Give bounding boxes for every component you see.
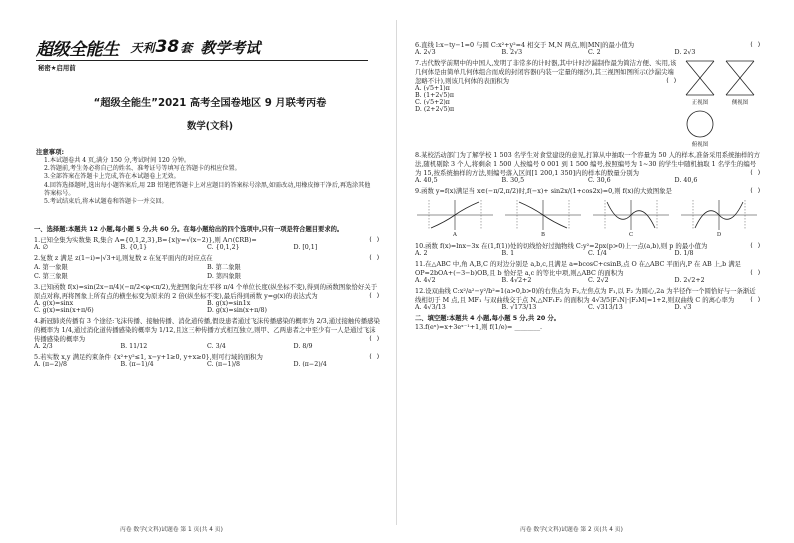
option-b: B. 第二象限: [207, 264, 241, 271]
option-d: D. 1/8: [674, 250, 694, 257]
question-stem: 1.已知全集为实数集 R,集合 A={0,1,2,3},B={x|y=√(x−2)},则 A∩(∁RB)=: [34, 236, 257, 244]
option-a: A. 4√3/13: [415, 304, 446, 311]
option-b: B. 2√3: [501, 49, 523, 56]
brand-sub: 教学考试: [200, 38, 261, 57]
notice-block: [36, 147, 376, 206]
question-stem: 10.函数 f(x)=lnx−3x 在(1,f(1))处的切线恰好过抛物线 C:y²=2px(p>0)上一点(a,b),则 p 的最小值为: [415, 242, 708, 250]
option-c: C. {0,1,2}: [207, 244, 240, 251]
option-c: C. 1/4: [588, 250, 607, 257]
question-3: [34, 282, 380, 314]
question-12: [415, 286, 761, 311]
option-b: B. g(x)=sin1x: [207, 300, 251, 307]
option-d: D. 40,6: [674, 177, 698, 184]
question-stem: 2.复数 z 满足 z(1−i)=|√3+i|,则复数 z 在复平面内的对应点在: [34, 254, 213, 262]
front-view-label: 正视图: [691, 100, 709, 106]
option-c: C. 3/4: [207, 343, 226, 350]
notice-item: 1.本试题卷共 4 页,满分 150 分,考试时间 120 分钟。: [44, 157, 190, 164]
option-d: D. g(x)=sin(x+π/8): [207, 307, 267, 314]
question-stem: 13.f(eˣ)=x+3eˣ⁻¹+1,则 f(1/e)=: [415, 323, 513, 331]
question-stem: 8.某校活动部门为了解学校 1 503 名学生对食堂建设的意见,打算从中抽取一个容量为 50 人的样本,准备采用系统抽样的方法,随机剔除 3 个人,将剩余 1 500 人按编号 0 001 到 1 500 编号,按照编号为 1~30 的学生中随机抽取 1 名学生的编号为 15,按系统抽样的方法,则编号落入区间[1 200,1 350]内的样本的数量分别为: [415, 151, 761, 177]
graph-a-plot: [415, 198, 495, 232]
option-c: C. 第三象限: [34, 273, 68, 280]
section1-head: 一、选择题:本题共 12 小题,每小题 5 分,共 60 分。在每小题给出的四个选项中,只有一项是符合题目要求的。: [34, 226, 344, 233]
page-divider: [396, 20, 397, 525]
right-questions: [415, 38, 761, 331]
option-label: A: [453, 232, 457, 238]
option-d: D. (π−2)/4: [293, 361, 327, 368]
question-stem: 5.若实数 x,y 满足约束条件 {x²+y²≤1, x−y+1≥0, y+x≥0},则可行域的面积为: [34, 353, 263, 361]
option-label: D: [716, 232, 722, 238]
notice-item: 2.答题前,考生务必将自己的姓名、准考证号等填写在答题卡的相应位置。: [44, 165, 241, 173]
answer-paren: ( ): [665, 76, 677, 84]
option-a: A. (π−2)/8: [34, 361, 68, 368]
option-a: A. (√5+1)π: [415, 85, 450, 92]
option-a: A. 2: [415, 250, 428, 257]
question-stem: 6.直线 l:x−ty−1=0 与圆 C:x²+y²=4 相交于 M,N 两点,则|MN|的最小值为: [415, 41, 635, 49]
option-c: C. 2√2: [588, 277, 609, 284]
question-stem: 9.函数 y=f(x)满足当 x∈(−π/2,π/2)时,f(−x)+ sin2x/(1+cos2x)=0,则 f(x)的大致图象是: [415, 187, 672, 195]
option-a: A. 4√2: [415, 277, 436, 284]
exam-title: “超级全能生”2021 高考全国卷地区 9 月联考丙卷: [93, 98, 327, 109]
option-a: A. g(x)=sinx: [34, 300, 74, 307]
option-a: A. 2√3: [415, 49, 436, 56]
brand-header: [36, 34, 260, 60]
answer-paren: ( ): [368, 352, 380, 360]
top-view-figure: [683, 108, 717, 148]
question-7: [415, 58, 761, 148]
option-b: B. √173/13: [501, 304, 537, 311]
notice-item: 4.回答选择题时,选出每小题答案后,用 2B 铅笔把答题卡上对应题目的答案标号涂黑,如需改动,用橡皮擦干净后,再选涂其他答案标号。: [44, 181, 371, 197]
side-view-figure: [723, 58, 757, 106]
graph-option-a: [415, 198, 495, 238]
notice-item: 3.全部答案在答题卡上完成,答在本试题卷上无效。: [44, 173, 180, 181]
option-c: C. 30,6: [588, 177, 611, 184]
question-4: [34, 316, 380, 350]
option-d: D. 2√2+2: [674, 277, 705, 284]
graph-option-d: [679, 198, 759, 238]
exam-subtitle: 数学(文科): [186, 121, 234, 132]
question-13: [415, 322, 761, 331]
option-c: C. (π−1)/8: [207, 361, 241, 368]
question-stem: 7.古代数学前期中的中国人,发明了非常多的计时器,其中计时沙漏制作最为简洁方便、实用,该几何体是由简单几何体组合而成的封闭容器(内装一定量的细沙),其三视图如图所示(沙漏尖端忽略不计),则该几何体的表面积为: [415, 59, 677, 85]
answer-blank: ________.: [514, 323, 543, 331]
hourglass-front-view: [683, 58, 717, 98]
option-d: D. 8/9: [293, 343, 313, 350]
brand-mark-post: 套: [180, 41, 193, 55]
option-c: C. 2: [588, 49, 601, 56]
section2: [415, 313, 761, 331]
option-label: C: [628, 232, 634, 238]
footer-left: 丙卷 数学(文科)试题卷 第 1 页(共 4 页): [120, 527, 223, 533]
question-10: [415, 241, 761, 257]
brand-mark: [131, 37, 193, 57]
question-2: [34, 253, 380, 280]
brand-rule: [36, 60, 368, 61]
question-6: [415, 40, 761, 56]
option-b: B. 4√2+2: [501, 277, 532, 284]
question-stem: 11.在△ABC 中,角 A,B,C 的对边分别是 a,b,c,且满足 a=bcosC+csinB,点 O 在△ABC 平面内,P 在 AB 上,b 满足 OP=2bOA+(−3−b)OB,且 b 恰好是 a,c 的等比中项,则△ABC 的面积为: [415, 260, 742, 277]
graph-d-plot: [679, 198, 759, 232]
left-questions: [34, 224, 380, 368]
option-b: B. {0,1}: [120, 244, 148, 251]
option-b: B. (π−1)/4: [120, 361, 154, 368]
notice-item: 5.考试结束后,将本试题卷和答题卡一并交回。: [44, 198, 168, 206]
option-b: B. 30,5: [501, 177, 525, 184]
three-view-figures: [683, 58, 761, 148]
option-b: B. 11/12: [120, 343, 148, 350]
question-stem: 4.新冠肺炎传播有 3 个途径:飞沫传播、接触传播、消化道传播,假设患者通过飞沫传播感染的概率为 2/3,通过接触传播感染的概率为 1/4,通过消化道传播感染的概率为 1/12,且这三种传播方式相互独立,则甲、乙两患者之中至少有一人是通过飞沫传播感染的概率为: [34, 317, 380, 343]
hourglass-side-view: [723, 58, 757, 98]
graph-options: [415, 198, 761, 238]
side-view-label: 侧视图: [731, 100, 749, 106]
option-c: C. g(x)=sin(x+π/6): [34, 307, 94, 314]
circle-top-view: [683, 108, 717, 140]
question-5: [34, 352, 380, 368]
option-a: A. ∅: [34, 244, 49, 251]
question-9: [415, 186, 761, 238]
option-c: C. (√5+2)π: [415, 99, 450, 106]
brand-mark-big: 38: [155, 37, 180, 57]
answer-paren: ( ): [749, 186, 761, 194]
footer-right: 丙卷 数学(文科)试题卷 第 2 页(共 4 页): [520, 527, 623, 533]
option-a: A. 2/3: [34, 343, 53, 350]
answer-paren: ( ): [749, 268, 761, 276]
option-a: A. 40,5: [415, 177, 438, 184]
section2-head: 二、填空题:本题共 4 小题,每小题 5 分,共 20 分。: [415, 315, 561, 322]
option-c: C. √313/13: [588, 304, 623, 311]
answer-paren: ( ): [749, 241, 761, 249]
brand-main: 超级全能生: [36, 39, 119, 60]
question-11: [415, 259, 761, 284]
option-a: A. 第一象限: [34, 264, 68, 271]
option-d: D. [0,1]: [293, 244, 318, 251]
graph-c-plot: [591, 198, 671, 232]
option-label: B: [541, 232, 545, 238]
option-d: D. √3: [674, 304, 692, 311]
option-b: B. (1+2√5)π: [415, 92, 454, 99]
answer-paren: ( ): [368, 334, 380, 342]
top-view-label: 俯视图: [691, 142, 709, 148]
question-stem: 12.设双曲线 C:x²/a²−y²/b²=1(a>0,b>0)的右焦点为 F₂,左焦点为 F₁,以 F₂ 为圆心,2a 为半径作一个圆恰好与一条渐近线相切于 M 点,且 MF₁ 与双曲线交于点 N,△NF₁F₂ 的面积为 4√3/5|F₁N|·|F₂M|=1+2,则双曲线 C 的离心率为: [415, 287, 756, 304]
secret-label: 秘密★启用前: [38, 64, 76, 72]
answer-paren: ( ): [749, 168, 761, 176]
graph-option-c: [591, 198, 671, 238]
option-b: B. 1: [501, 250, 515, 257]
graph-option-b: [503, 198, 583, 238]
front-view-figure: [683, 58, 717, 106]
option-d: D. (2+2√5)π: [415, 106, 455, 113]
graph-b-plot: [503, 198, 583, 232]
question-stem: 3.已知函数 f(x)=sin(2x−π/4)(−π/2<φ<π/2),先把图象向左平移 π/4 个单位长度(纵坐标不变),得到的函数图象恰好关于原点对称,再将图象上所有点的横坐标变为原来的 2 倍(纵坐标不变),最后得到函数 y=g(x)的表达式为: [34, 283, 378, 300]
notice-head: 注意事项:: [36, 148, 65, 156]
answer-paren: ( ): [368, 235, 380, 243]
brand-mark-pre: 天利: [130, 41, 155, 55]
option-d: D. 2√3: [674, 49, 696, 56]
option-d: D. 第四象限: [207, 273, 242, 280]
answer-paren: ( ): [368, 291, 380, 299]
answer-paren: ( ): [749, 295, 761, 303]
question-8: [415, 150, 761, 184]
question-1: [34, 235, 380, 251]
answer-paren: ( ): [749, 40, 761, 48]
answer-paren: ( ): [368, 253, 380, 261]
